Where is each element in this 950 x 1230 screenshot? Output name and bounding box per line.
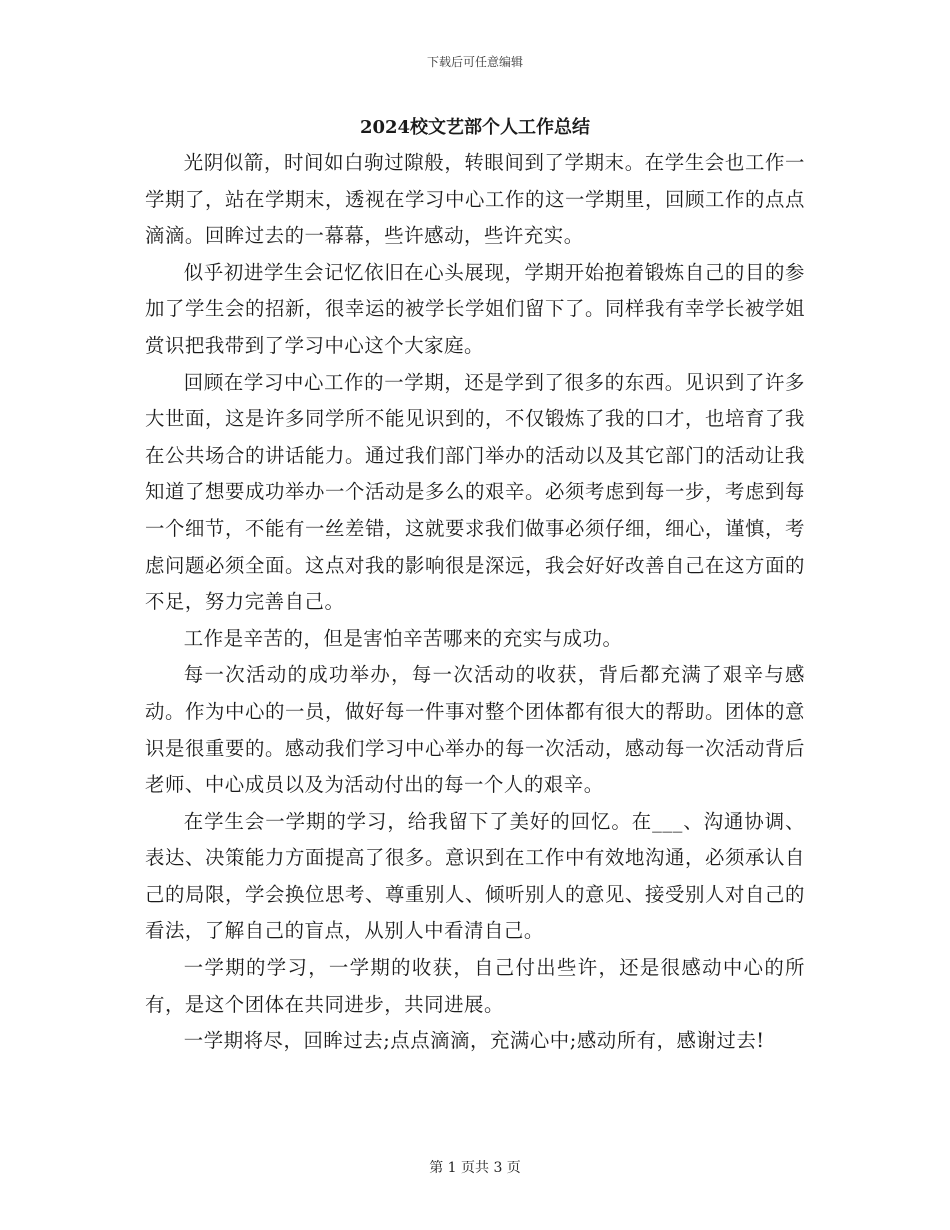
paragraph-3: 回顾在学习中心工作的一学期，还是学到了很多的东西。见识到了许多大世面，这是许多同学所不能见识到的，不仅锻炼了我的口才，也培育了我在公共场合的讲话能力。通过我们部门举办的活动以及其它部门的活动让我知道了想要成功举办一个活动是多么的艰辛。必须考虑到每一步，考虑到每一个细节，不能有一丝差错，这就要求我们做事必须仔细，细心，谨慎，考虑问题必须全面。这点对我的影响很是深远，我会好好改善自己在这方面的不足，努力完善自己。 xyxy=(145,370,805,614)
paragraph-6: 在学生会一学期的学习，给我留下了美好的回忆。在___、沟通协调、表达、决策能力方面提高了很多。意识到在工作中有效地沟通，必须承认自己的局限，学会换位思考、尊重别人、倾听别人的意见、接受别人对自己的看法，了解自己的盲点，从别人中看清自己。 xyxy=(145,809,805,943)
paragraph-4: 工作是辛苦的，但是害怕辛苦哪来的充实与成功。 xyxy=(183,626,623,650)
paragraph-2: 似乎初进学生会记忆依旧在心头展现，学期开始抱着锻炼自己的目的参加了学生会的招新，很幸运的被学长学姐们留下了。同样我有幸学长被学姐赏识把我带到了学习中心这个大家庭。 xyxy=(145,260,805,357)
document-title: 2024校文艺部个人工作总结 xyxy=(359,117,591,138)
paragraph-5: 每一次活动的成功举办，每一次活动的收获，背后都充满了艰辛与感动。作为中心的一员，做好每一件事对整个团体都有很大的帮助。团体的意识是很重要的。感动我们学习中心举办的每一次活动，感动每一次活动背后老师、中心成员以及为活动付出的每一个人的艰辛。 xyxy=(145,663,805,797)
paragraph-7: 一学期的学习，一学期的收获，自己付出些许，还是很感动中心的所有，是这个团体在共同进步，共同进展。 xyxy=(145,956,805,1016)
document-body xyxy=(145,145,805,1060)
paragraph-8: 一学期将尽，回眸过去;点点滴滴，充满心中;感动所有，感谢过去! xyxy=(183,1029,765,1053)
page-number: 第 1 页共 3 页 xyxy=(429,1160,521,1176)
header-note: 下载后可任意编辑 xyxy=(426,55,523,69)
paragraph-1: 光阴似箭，时间如白驹过隙般，转眼间到了学期末。在学生会也工作一学期了，站在学期末，透视在学习中心工作的这一学期里，回顾工作的点点滴滴。回眸过去的一幕幕，些许感动，些许充实。 xyxy=(145,151,805,248)
